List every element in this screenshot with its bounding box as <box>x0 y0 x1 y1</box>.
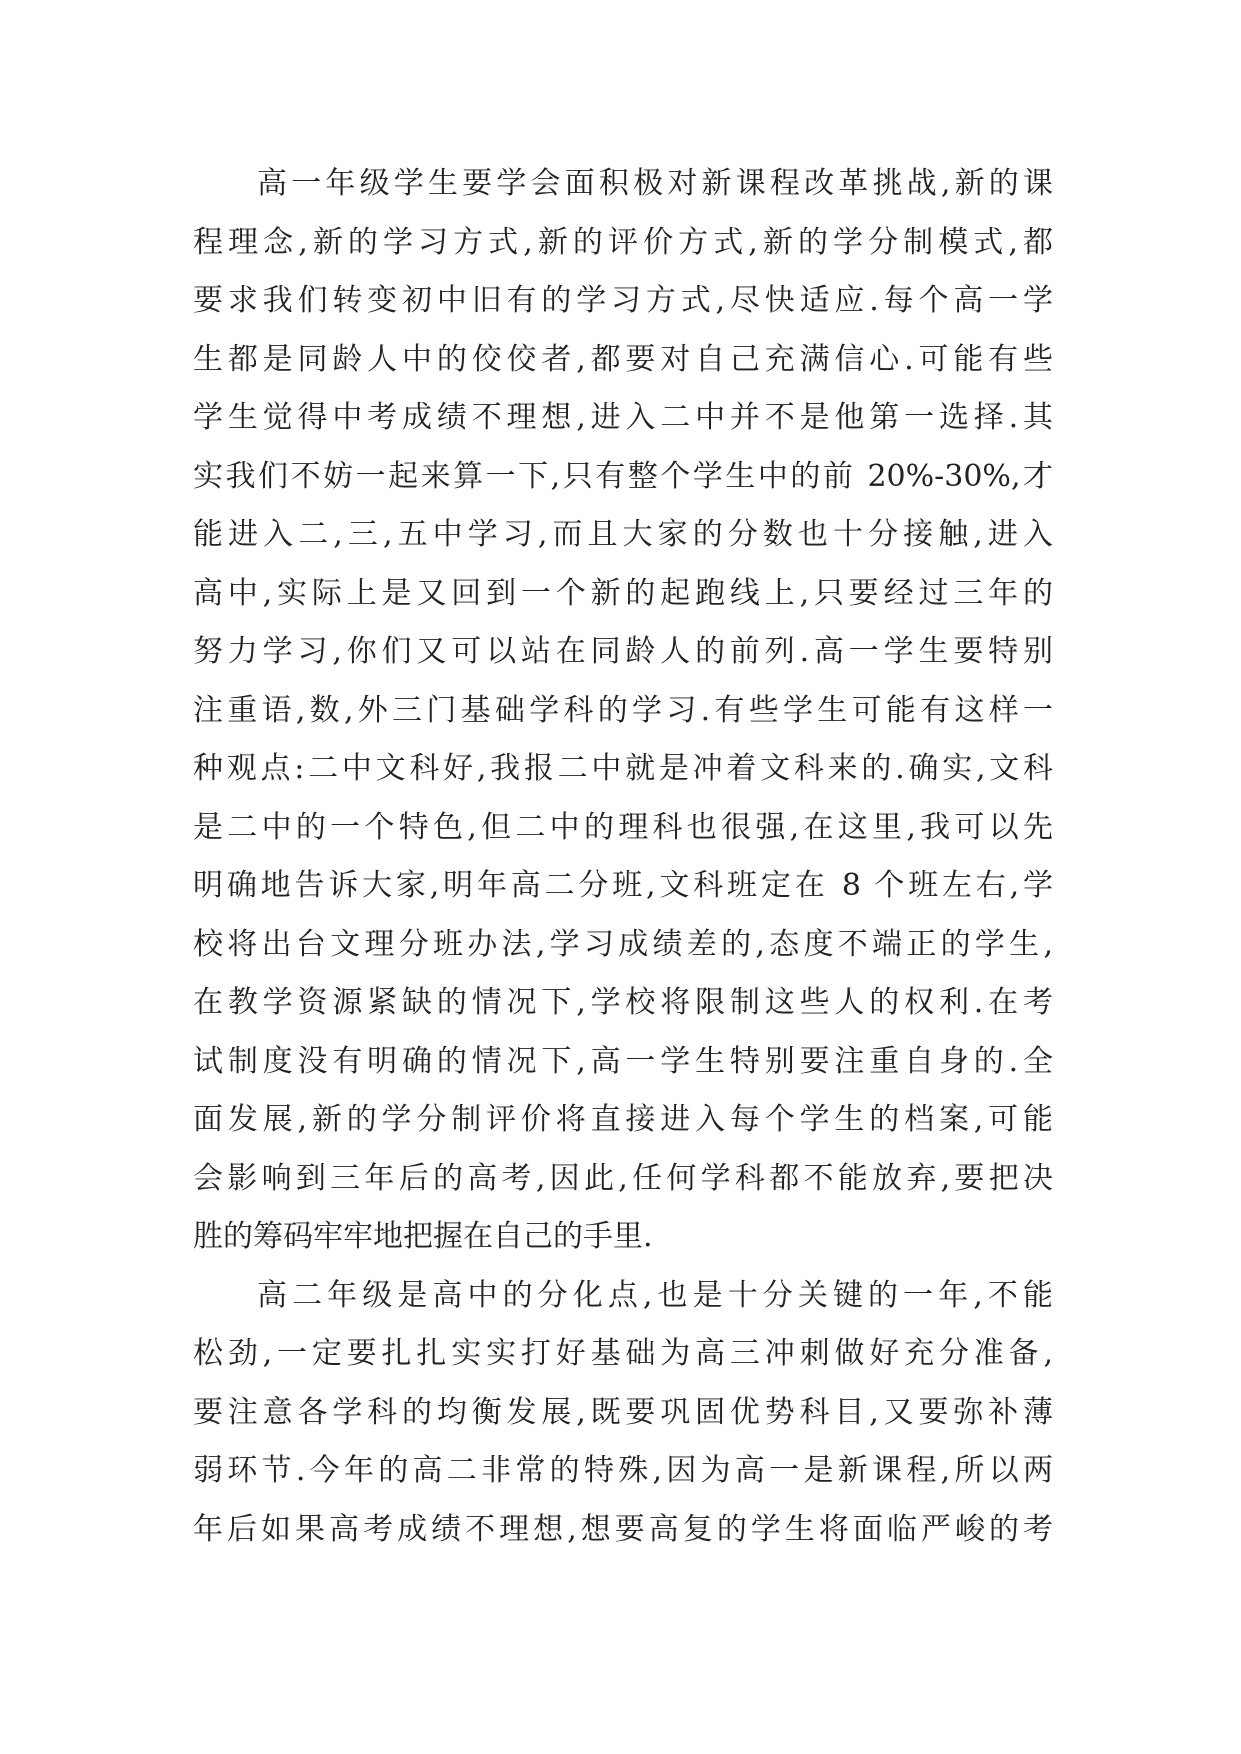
text-line: 试制度没有明确的情况下,高一学生特别要注重自身的.全 <box>193 1043 1053 1079</box>
text-line: 明确地告诉大家,明年高二分班,文科班定在 8 个班左右,学 <box>193 868 1053 903</box>
paragraph-grade-two <box>193 1267 1053 1560</box>
text-line: 是二中的一个特色,但二中的理科也很强,在这里,我可以先 <box>193 809 1053 845</box>
text-line: 胜的筹码牢牢地把握在自己的手里. <box>193 1219 653 1254</box>
text-line: 能进入二,三,五中学习,而且大家的分数也十分接触,进入 <box>193 517 1053 552</box>
paragraph-grade-one <box>193 155 1053 1267</box>
text-line: 面发展,新的学分制评价将直接进入每个学生的档案,可能 <box>193 1102 1053 1137</box>
text-line: 生都是同龄人中的佼佼者,都要对自己充满信心.可能有些 <box>193 341 1053 377</box>
text-line: 程理念,新的学习方式,新的评价方式,新的学分制模式,都 <box>193 224 1053 260</box>
text-line: 要求我们转变初中旧有的学习方式,尽快适应.每个高一学 <box>193 283 1053 318</box>
text-line: 高中,实际上是又回到一个新的起跑线上,只要经过三年的 <box>193 575 1053 611</box>
text-line: 校将出台文理分班办法,学习成绩差的,态度不端正的学生, <box>193 926 1053 962</box>
document-body <box>193 155 1053 1559</box>
text-line: 注重语,数,外三门基础学科的学习.有些学生可能有这样一 <box>193 692 1053 728</box>
text-line: 年后如果高考成绩不理想,想要高复的学生将面临严峻的考 <box>193 1511 1053 1547</box>
text-line: 会影响到三年后的高考,因此,任何学科都不能放弃,要把决 <box>193 1160 1053 1196</box>
text-line: 实我们不妨一起来算一下,只有整个学生中的前 20%-30%,才 <box>193 458 1053 494</box>
text-line: 高二年级是高中的分化点,也是十分关键的一年,不能 <box>257 1277 1053 1313</box>
text-line: 在教学资源紧缺的情况下,学校将限制这些人的权利.在考 <box>193 985 1053 1020</box>
text-line: 弱环节.今年的高二非常的特殊,因为高一是新课程,所以两 <box>193 1453 1053 1488</box>
text-line: 学生觉得中考成绩不理想,进入二中并不是他第一选择.其 <box>193 400 1053 435</box>
text-line: 努力学习,你们又可以站在同龄人的前列.高一学生要特别 <box>193 634 1053 669</box>
text-line: 高一年级学生要学会面积极对新课程改革挑战,新的课 <box>257 166 1053 201</box>
text-line: 松劲,一定要扎扎实实打好基础为高三冲刺做好充分准备, <box>193 1336 1053 1371</box>
text-line: 种观点:二中文科好,我报二中就是冲着文科来的.确实,文科 <box>193 751 1053 786</box>
text-line: 要注意各学科的均衡发展,既要巩固优势科目,又要弥补薄 <box>193 1394 1053 1430</box>
